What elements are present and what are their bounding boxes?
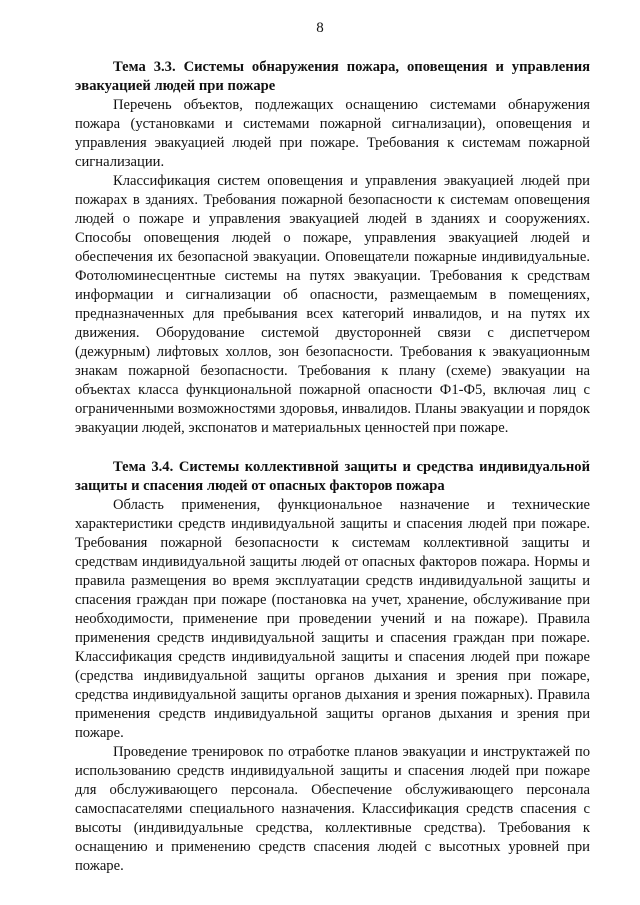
section-topic-3-4 [75,458,590,876]
section-paragraph: Перечень объектов, подлежащих оснащению системами обнаружения пожара (установками и системами пожарной сигнализации), оповещения и управления эвакуацией людей при пожаре. Требования к системам пожарной сигнализации. [75,97,590,170]
section-heading: Тема 3.3. Системы обнаружения пожара, оповещения и управления эвакуацией людей при пожаре [75,59,590,94]
section-paragraph: Область применения, функциональное назначение и технические характеристики средств индивидуальной защиты и спасения людей при пожаре. Требования пожарной безопасности к системам коллективной защиты и средствам индивидуальной защиты людей от опасных факторов пожара. Нормы и правила размещения во время эксплуатации средств индивидуальной защиты и спасения граждан при пожаре (постановка на учет, хранение, обслуживание при необходимости, применение при проведении учений и на пожаре). Правила применения средств индивидуальной защиты и спасения граждан при пожаре. Классификация средств индивидуальной защиты и спасения людей при пожаре (средства индивидуальной защиты органов дыхания и зрения при пожаре, средства индивидуальной защиты органов дыхания и зрения пожарных). Правила применения средств индивидуальной защиты органов дыхания и зрения при пожаре. [75,497,590,741]
section-paragraph: Классификация систем оповещения и управления эвакуацией людей при пожарах в зданиях. Требования пожарной безопасности к системам оповещения людей о пожаре и управления эвакуацией людей в зданиях и сооружениях. Способы оповещения людей о пожаре, управления эвакуацией людей и обеспечения их безопасной эвакуации. Оповещатели пожарные индивидуальные. Фотолюминесцентные системы на путях эвакуации. Требования к средствам информации и сигнализации об опасности, размещаемым в помещениях, предназначенных для пребывания всех категорий инвалидов, и на путях их движения. Оборудование системой двусторонней связи с диспетчером (дежурным) лифтовых холлов, зон безопасности. Требования к эвакуационным знакам пожарной безопасности. Требования к плану (схеме) эвакуации на объектах класса функциональной пожарной опасности Ф1-Ф5, включая лиц с ограниченными возможностями здоровья, инвалидов. Планы эвакуации и порядок эвакуации людей, экспонатов и материальных ценностей при пожаре. [75,173,590,436]
section-paragraph: Проведение тренировок по отработке планов эвакуации и инструктажей по использованию средств индивидуальной защиты и спасения людей при пожаре для обслуживающего персонала. Обеспечение обслуживающего персонала самоспасателями специального назначения. Классификация средств спасения с высоты (индивидуальные средства, коллективные средства). Требования к оснащению и применению средств спасения людей с высотных уровней при пожаре. [75,744,590,874]
page-number: 8 [316,20,324,36]
section-topic-3-3 [75,58,590,438]
page-content [75,58,590,876]
section-heading: Тема 3.4. Системы коллективной защиты и средства индивидуальной защиты и спасения людей от опасных факторов пожара [75,459,590,494]
section-spacer [75,438,590,458]
